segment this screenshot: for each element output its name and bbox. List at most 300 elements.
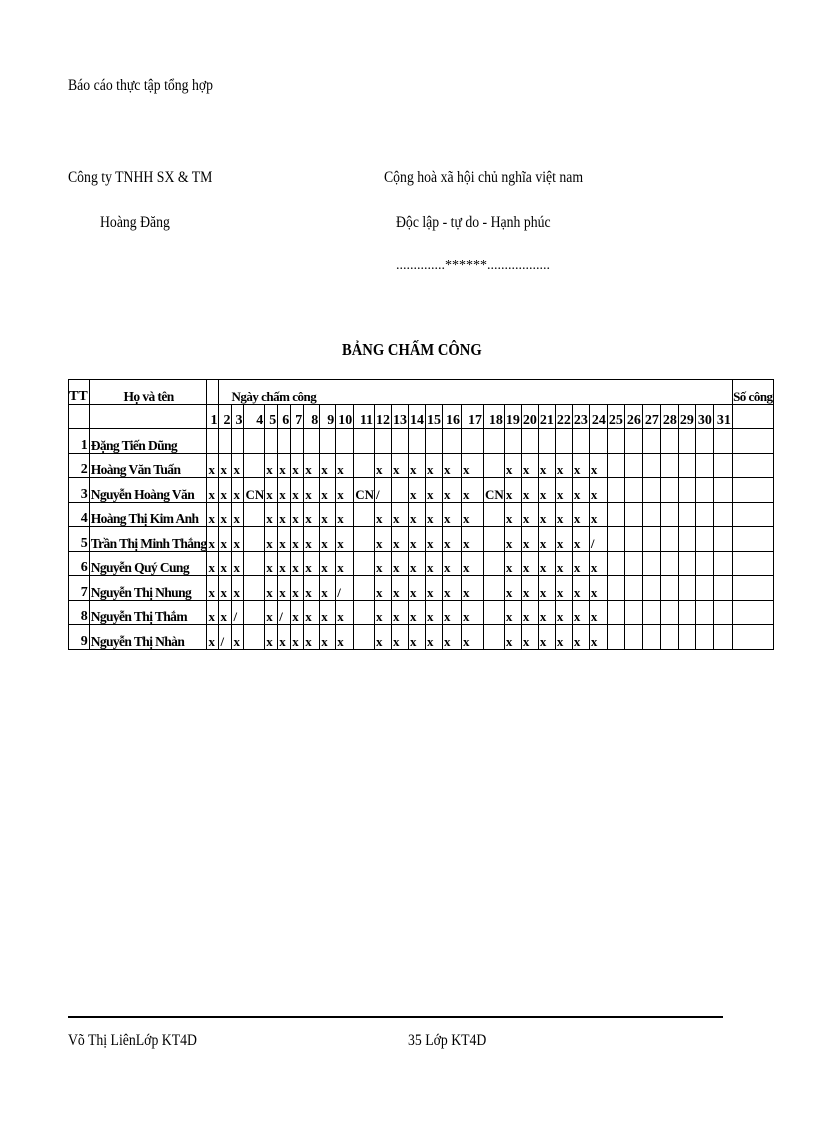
attendance-mark	[678, 600, 695, 625]
attendance-mark: x	[265, 551, 278, 576]
attendance-mark: x	[572, 478, 589, 503]
attendance-mark: x	[426, 502, 443, 527]
attendance-mark	[695, 600, 713, 625]
attendance-mark: x	[538, 527, 555, 552]
day-number: 4	[244, 404, 265, 429]
attendance-mark	[695, 478, 713, 503]
attendance-mark: x	[207, 625, 219, 650]
motto-separator: ..............******..................	[396, 258, 550, 273]
attendance-mark: CN	[354, 478, 375, 503]
attendance-mark	[642, 429, 660, 454]
attendance-mark	[660, 576, 678, 601]
attendance-mark	[607, 527, 624, 552]
attendance-mark: x	[219, 453, 232, 478]
attendance-mark: x	[232, 502, 244, 527]
attendance-mark: x	[232, 527, 244, 552]
attendance-mark	[572, 429, 589, 454]
employee-name: Trần Thị Minh Thắng	[89, 527, 207, 552]
attendance-mark: x	[320, 453, 336, 478]
attendance-mark: x	[375, 527, 392, 552]
attendance-mark: x	[538, 625, 555, 650]
total-days	[732, 429, 773, 454]
attendance-mark	[678, 478, 695, 503]
attendance-mark: x	[462, 551, 484, 576]
attendance-mark: x	[320, 502, 336, 527]
attendance-mark: x	[278, 502, 291, 527]
attendance-mark: x	[320, 478, 336, 503]
attendance-mark: x	[304, 453, 320, 478]
attendance-mark	[354, 551, 375, 576]
attendance-mark	[278, 429, 291, 454]
attendance-mark	[695, 429, 713, 454]
row-index: 9	[69, 625, 90, 650]
attendance-mark: x	[589, 625, 607, 650]
attendance-mark: x	[538, 453, 555, 478]
attendance-mark	[624, 551, 642, 576]
attendance-mark	[642, 478, 660, 503]
attendance-mark: x	[521, 502, 538, 527]
employee-name: Nguyễn Hoàng Văn	[89, 478, 207, 503]
row-index: 3	[69, 478, 90, 503]
attendance-mark	[265, 429, 278, 454]
attendance-mark: x	[409, 453, 426, 478]
attendance-mark	[624, 502, 642, 527]
attendance-mark	[354, 502, 375, 527]
attendance-mark	[336, 429, 354, 454]
attendance-mark: x	[265, 453, 278, 478]
attendance-mark: /	[375, 478, 392, 503]
attendance-mark: x	[219, 600, 232, 625]
attendance-mark	[354, 600, 375, 625]
attendance-mark	[624, 429, 642, 454]
attendance-mark	[624, 527, 642, 552]
row-index: 5	[69, 527, 90, 552]
attendance-mark: x	[521, 478, 538, 503]
attendance-mark: /	[278, 600, 291, 625]
attendance-mark	[244, 551, 265, 576]
attendance-mark: x	[207, 453, 219, 478]
attendance-mark: x	[304, 625, 320, 650]
attendance-mark: x	[572, 576, 589, 601]
attendance-mark: x	[392, 600, 409, 625]
attendance-mark: x	[555, 600, 572, 625]
attendance-mark	[484, 625, 505, 650]
attendance-mark	[589, 429, 607, 454]
attendance-mark: x	[443, 527, 462, 552]
attendance-mark	[462, 429, 484, 454]
attendance-mark: x	[443, 502, 462, 527]
attendance-mark	[642, 600, 660, 625]
attendance-mark: x	[504, 551, 521, 576]
attendance-mark: x	[320, 551, 336, 576]
attendance-mark: x	[589, 453, 607, 478]
day-number: 17	[462, 404, 484, 429]
attendance-mark: x	[589, 551, 607, 576]
attendance-mark	[392, 429, 409, 454]
timesheet-table	[68, 379, 774, 650]
attendance-mark: x	[555, 625, 572, 650]
attendance-mark: x	[320, 600, 336, 625]
total-days	[732, 453, 773, 478]
attendance-mark: x	[291, 453, 304, 478]
blank-cell	[732, 404, 773, 429]
attendance-mark	[624, 600, 642, 625]
attendance-mark	[642, 527, 660, 552]
attendance-mark: x	[336, 478, 354, 503]
attendance-mark: x	[304, 478, 320, 503]
row-index: 6	[69, 551, 90, 576]
attendance-mark	[624, 478, 642, 503]
total-days	[732, 527, 773, 552]
day-number: 29	[678, 404, 695, 429]
row-index: 4	[69, 502, 90, 527]
attendance-mark	[291, 429, 304, 454]
attendance-mark: x	[232, 625, 244, 650]
day-number: 24	[589, 404, 607, 429]
attendance-mark: x	[504, 625, 521, 650]
attendance-mark	[624, 625, 642, 650]
attendance-mark: x	[504, 527, 521, 552]
attendance-mark	[607, 600, 624, 625]
day-number: 18	[484, 404, 505, 429]
attendance-mark: x	[304, 600, 320, 625]
header-row	[69, 380, 774, 405]
attendance-mark: x	[538, 502, 555, 527]
day-number: 22	[555, 404, 572, 429]
attendance-mark	[678, 527, 695, 552]
day-number: 30	[695, 404, 713, 429]
report-header: Báo cáo thực tập tổng hợp	[68, 77, 214, 94]
attendance-mark	[244, 527, 265, 552]
row-index: 8	[69, 600, 90, 625]
days-header-gap	[207, 380, 219, 405]
employee-name: Nguyễn Thị Nhung	[89, 576, 207, 601]
attendance-mark: x	[278, 551, 291, 576]
attendance-mark	[713, 429, 732, 454]
attendance-mark	[695, 502, 713, 527]
attendance-mark: x	[409, 576, 426, 601]
attendance-mark: x	[409, 502, 426, 527]
col-days-header: Ngày chấm công	[219, 380, 732, 405]
attendance-mark	[713, 527, 732, 552]
footer-rule	[68, 1016, 723, 1018]
day-number: 23	[572, 404, 589, 429]
employee-name: Nguyễn Quý Cung	[89, 551, 207, 576]
attendance-mark: x	[375, 625, 392, 650]
total-days	[732, 600, 773, 625]
attendance-mark	[713, 551, 732, 576]
day-number: 28	[660, 404, 678, 429]
attendance-mark: /	[219, 625, 232, 650]
attendance-mark	[409, 429, 426, 454]
day-number: 15	[426, 404, 443, 429]
attendance-mark	[607, 625, 624, 650]
attendance-mark	[713, 478, 732, 503]
attendance-mark: x	[207, 478, 219, 503]
attendance-mark: x	[589, 600, 607, 625]
attendance-mark: x	[462, 453, 484, 478]
attendance-mark: x	[304, 502, 320, 527]
attendance-mark: x	[462, 502, 484, 527]
attendance-mark: x	[443, 453, 462, 478]
attendance-mark: x	[555, 551, 572, 576]
attendance-mark: x	[320, 527, 336, 552]
attendance-mark: x	[409, 600, 426, 625]
table-row	[69, 600, 774, 625]
attendance-mark	[660, 502, 678, 527]
attendance-mark	[484, 429, 505, 454]
attendance-mark: x	[232, 478, 244, 503]
day-number: 9	[320, 404, 336, 429]
attendance-mark: x	[219, 502, 232, 527]
attendance-mark	[484, 551, 505, 576]
col-tt-header: TT	[69, 380, 90, 405]
table-title: BẢNG CHẤM CÔNG	[342, 340, 482, 359]
attendance-mark: x	[207, 502, 219, 527]
attendance-mark	[660, 478, 678, 503]
attendance-mark: x	[555, 502, 572, 527]
attendance-mark	[538, 429, 555, 454]
attendance-mark: x	[572, 551, 589, 576]
attendance-mark: x	[207, 576, 219, 601]
attendance-mark: x	[504, 502, 521, 527]
attendance-mark	[426, 429, 443, 454]
attendance-mark	[504, 429, 521, 454]
table-row	[69, 551, 774, 576]
footer-page: 35 Lớp KT4D	[408, 1032, 487, 1049]
attendance-mark	[660, 625, 678, 650]
attendance-mark: x	[278, 625, 291, 650]
attendance-mark: x	[207, 527, 219, 552]
attendance-mark	[607, 551, 624, 576]
attendance-mark	[392, 478, 409, 503]
attendance-mark: x	[462, 527, 484, 552]
national-motto-line2: Độc lập - tự do - Hạnh phúc	[396, 214, 551, 231]
attendance-mark: x	[278, 527, 291, 552]
attendance-mark	[713, 502, 732, 527]
attendance-mark	[484, 576, 505, 601]
day-number: 16	[443, 404, 462, 429]
attendance-mark: /	[336, 576, 354, 601]
day-number: 21	[538, 404, 555, 429]
attendance-mark: x	[291, 625, 304, 650]
attendance-mark	[484, 600, 505, 625]
attendance-mark: x	[291, 502, 304, 527]
attendance-mark: x	[538, 551, 555, 576]
attendance-mark: x	[207, 600, 219, 625]
day-number: 26	[624, 404, 642, 429]
attendance-mark	[695, 551, 713, 576]
attendance-mark: x	[265, 625, 278, 650]
attendance-mark: x	[572, 600, 589, 625]
attendance-mark: x	[555, 576, 572, 601]
attendance-mark: x	[462, 600, 484, 625]
attendance-mark: x	[409, 551, 426, 576]
attendance-mark	[660, 429, 678, 454]
attendance-mark: x	[304, 576, 320, 601]
attendance-mark: x	[278, 453, 291, 478]
attendance-mark: x	[504, 600, 521, 625]
attendance-mark	[484, 527, 505, 552]
attendance-mark: x	[392, 625, 409, 650]
attendance-mark	[232, 429, 244, 454]
attendance-mark: x	[521, 576, 538, 601]
attendance-mark: x	[443, 576, 462, 601]
attendance-mark	[624, 453, 642, 478]
col-name-header: Họ và tên	[89, 380, 207, 405]
attendance-mark: x	[589, 576, 607, 601]
attendance-mark	[521, 429, 538, 454]
attendance-mark: x	[291, 576, 304, 601]
attendance-mark	[695, 576, 713, 601]
day-number: 7	[291, 404, 304, 429]
attendance-mark: x	[219, 551, 232, 576]
attendance-mark: x	[462, 576, 484, 601]
attendance-mark: x	[320, 576, 336, 601]
attendance-mark	[244, 453, 265, 478]
attendance-mark	[678, 502, 695, 527]
attendance-mark: x	[232, 576, 244, 601]
attendance-mark: x	[336, 551, 354, 576]
attendance-mark	[678, 429, 695, 454]
attendance-mark: x	[392, 502, 409, 527]
attendance-mark: x	[555, 453, 572, 478]
day-number: 12	[375, 404, 392, 429]
attendance-mark	[484, 453, 505, 478]
attendance-mark	[219, 429, 232, 454]
attendance-mark: x	[572, 527, 589, 552]
day-number: 11	[354, 404, 375, 429]
day-number: 20	[521, 404, 538, 429]
attendance-mark: x	[265, 576, 278, 601]
employee-name: Đặng Tiến Dũng	[89, 429, 207, 454]
attendance-mark	[244, 429, 265, 454]
day-number-row	[69, 404, 774, 429]
attendance-mark	[484, 502, 505, 527]
attendance-mark	[695, 453, 713, 478]
attendance-mark: x	[572, 453, 589, 478]
attendance-mark: x	[426, 576, 443, 601]
attendance-mark: x	[426, 625, 443, 650]
table-row	[69, 576, 774, 601]
blank-cell	[89, 404, 207, 429]
attendance-mark	[695, 527, 713, 552]
attendance-mark	[304, 429, 320, 454]
total-days	[732, 625, 773, 650]
employee-name: Hoàng Văn Tuấn	[89, 453, 207, 478]
total-days	[732, 551, 773, 576]
attendance-mark: x	[521, 625, 538, 650]
attendance-mark: CN	[244, 478, 265, 503]
row-index: 7	[69, 576, 90, 601]
attendance-mark: x	[392, 576, 409, 601]
attendance-mark: x	[589, 502, 607, 527]
attendance-mark: x	[291, 527, 304, 552]
attendance-mark	[713, 625, 732, 650]
attendance-mark: x	[375, 576, 392, 601]
table-row	[69, 429, 774, 454]
attendance-mark	[244, 502, 265, 527]
attendance-mark: x	[426, 527, 443, 552]
day-number: 25	[607, 404, 624, 429]
attendance-mark	[713, 576, 732, 601]
attendance-mark	[607, 502, 624, 527]
attendance-mark: x	[291, 478, 304, 503]
attendance-mark	[660, 551, 678, 576]
attendance-mark: x	[375, 600, 392, 625]
attendance-mark: x	[409, 478, 426, 503]
attendance-mark: x	[278, 576, 291, 601]
attendance-mark: x	[504, 453, 521, 478]
attendance-mark: x	[375, 551, 392, 576]
attendance-mark: x	[278, 478, 291, 503]
attendance-mark: x	[538, 478, 555, 503]
attendance-mark: x	[409, 527, 426, 552]
attendance-mark: x	[572, 625, 589, 650]
attendance-mark	[354, 453, 375, 478]
attendance-mark	[443, 429, 462, 454]
attendance-mark	[607, 478, 624, 503]
attendance-mark: x	[443, 600, 462, 625]
attendance-mark: x	[462, 478, 484, 503]
attendance-mark	[244, 625, 265, 650]
attendance-mark	[354, 429, 375, 454]
employee-name: Nguyễn Thị Nhàn	[89, 625, 207, 650]
attendance-mark: CN	[484, 478, 505, 503]
row-index: 1	[69, 429, 90, 454]
day-number: 19	[504, 404, 521, 429]
attendance-mark: x	[336, 453, 354, 478]
attendance-mark: x	[304, 551, 320, 576]
day-number: 6	[278, 404, 291, 429]
attendance-mark: x	[265, 478, 278, 503]
attendance-mark	[607, 429, 624, 454]
attendance-mark: x	[336, 502, 354, 527]
attendance-mark: x	[392, 551, 409, 576]
row-index: 2	[69, 453, 90, 478]
attendance-mark: x	[291, 600, 304, 625]
attendance-mark	[642, 576, 660, 601]
attendance-mark: x	[304, 527, 320, 552]
attendance-mark: x	[426, 453, 443, 478]
attendance-mark	[695, 625, 713, 650]
footer-author: Võ Thị LiênLớp KT4D	[68, 1032, 197, 1049]
attendance-mark	[642, 502, 660, 527]
day-number: 8	[304, 404, 320, 429]
attendance-mark: x	[443, 625, 462, 650]
attendance-mark	[678, 576, 695, 601]
attendance-mark: x	[232, 551, 244, 576]
table-row	[69, 625, 774, 650]
company-name: Công ty TNHH SX & TM	[68, 169, 213, 186]
attendance-mark: x	[462, 625, 484, 650]
attendance-mark	[642, 453, 660, 478]
attendance-mark: x	[589, 478, 607, 503]
timesheet-table-wrapper	[68, 379, 774, 650]
attendance-mark: x	[521, 453, 538, 478]
company-name-line2: Hoàng Đăng	[100, 214, 170, 231]
attendance-mark	[678, 625, 695, 650]
attendance-mark	[713, 600, 732, 625]
total-days	[732, 576, 773, 601]
attendance-mark	[660, 453, 678, 478]
table-row	[69, 502, 774, 527]
attendance-mark	[354, 625, 375, 650]
attendance-mark: x	[336, 527, 354, 552]
national-motto: Cộng hoà xã hội chủ nghĩa việt nam	[384, 169, 584, 186]
total-days	[732, 502, 773, 527]
attendance-mark	[660, 600, 678, 625]
